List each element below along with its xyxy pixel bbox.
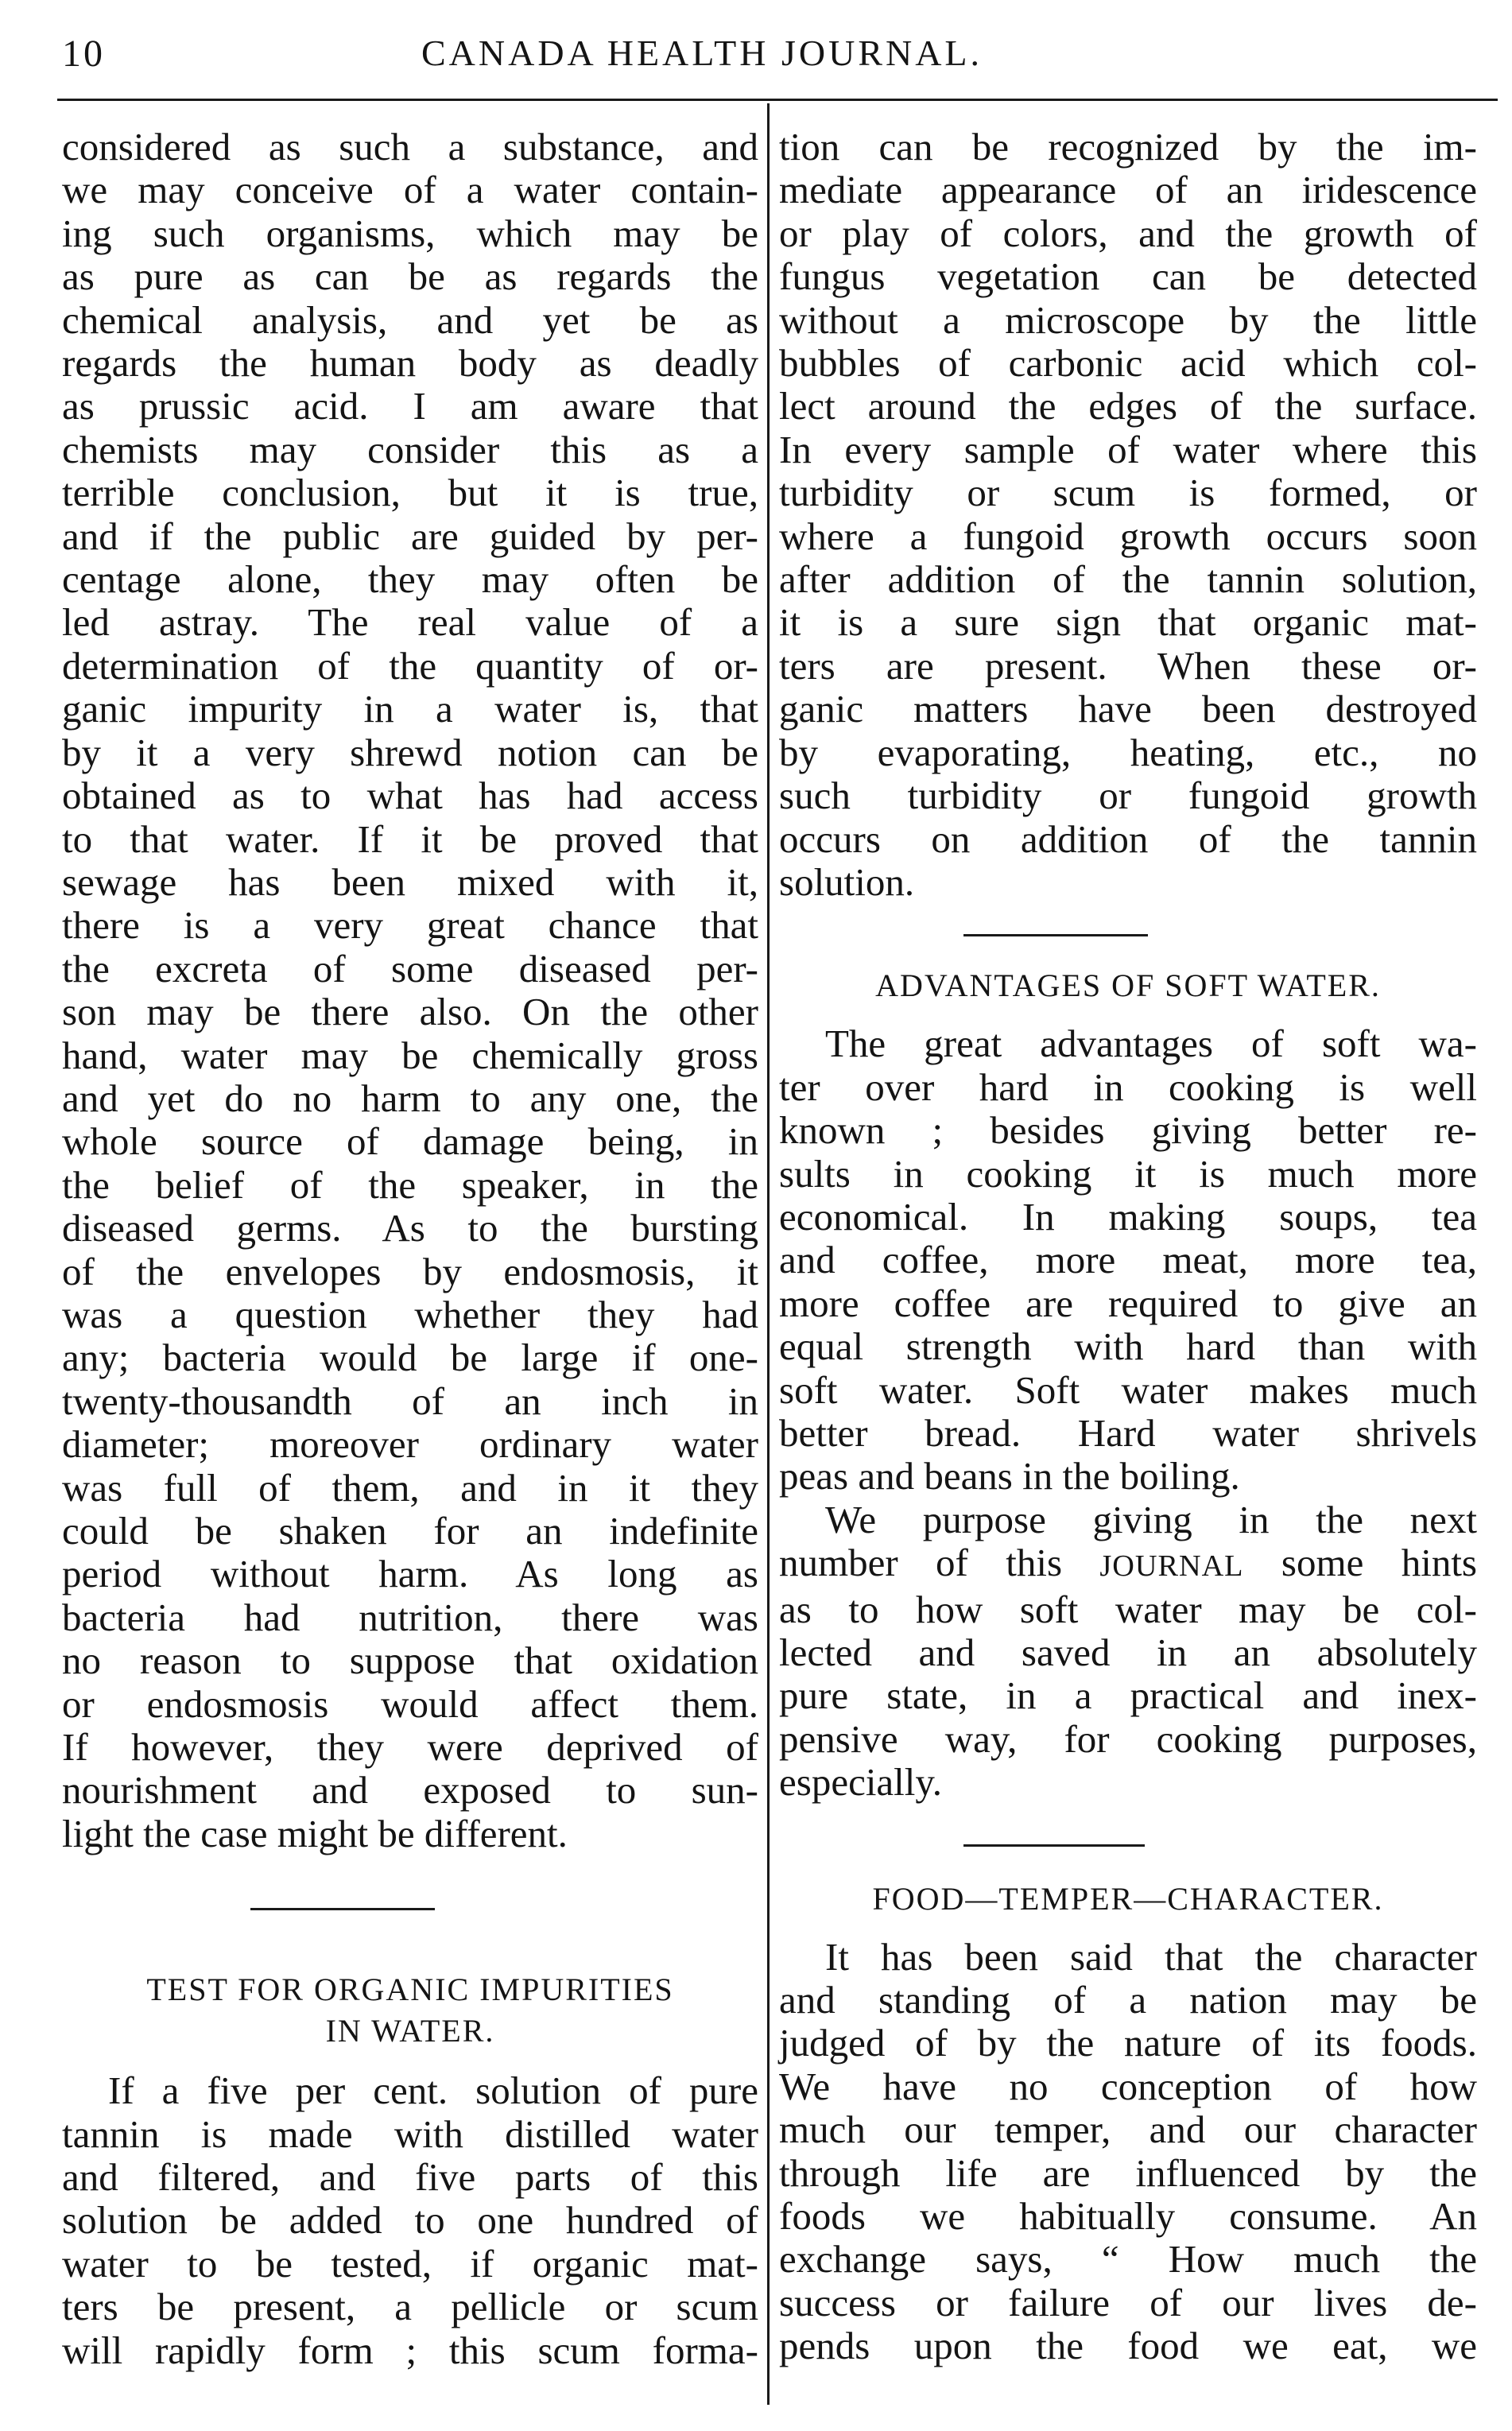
- section-divider: [963, 934, 1148, 936]
- text-line: as prussic acid. I am aware that: [62, 384, 758, 428]
- column-divider: [767, 103, 770, 2405]
- text-line: sewage has been mixed with it,: [62, 859, 758, 904]
- text-line: son may be there also. On the other: [62, 990, 758, 1034]
- text-line: to that water. If it be proved that: [62, 816, 758, 861]
- text-line: twenty-thousandth of an inch in: [62, 1378, 758, 1423]
- text-line: bacteria had nutrition, there was: [62, 1595, 758, 1639]
- text-line: water to be tested, if organic mat-: [62, 2241, 758, 2286]
- text-line: determination of the quantity of or-: [62, 643, 758, 688]
- text-line: it is a sure sign that organic mat-: [779, 600, 1477, 645]
- text-line: and standing of a nation may be: [779, 1978, 1477, 2022]
- text-line: by it a very shrewd notion can be: [62, 730, 758, 774]
- text-line: we may conceive of a water contain-: [62, 168, 758, 212]
- text-line: judged of by the nature of its foods.: [779, 2021, 1477, 2065]
- text-line: or play of colors, and the growth of: [779, 211, 1477, 255]
- text-line: obtained as to what has had access: [62, 774, 758, 818]
- text-line: and yet do no harm to any one, the: [62, 1076, 758, 1120]
- text-line: hand, water may be chemically gross: [62, 1033, 758, 1077]
- journal-name: JOURNAL: [1099, 1549, 1244, 1584]
- text-line: chemical analysis, and yet be as: [62, 297, 758, 342]
- text-line: chemists may consider this as a: [62, 427, 758, 471]
- text-line: fungus vegetation can be detected: [779, 254, 1477, 299]
- text-line: more coffee are required to give an: [779, 1281, 1477, 1325]
- text-line: whole source of damage being, in: [62, 1119, 758, 1164]
- text-line: will rapidly form ; this scum forma-: [62, 2328, 758, 2372]
- text-line: The great advantages of soft wa-: [825, 1022, 1477, 1066]
- text-line: much our temper, and our character: [779, 2107, 1477, 2152]
- text-line: foods we habitually consume. An: [779, 2194, 1477, 2239]
- text-line: better bread. Hard water shrivels: [779, 1410, 1477, 1455]
- text-line: by evaporating, heating, etc., no: [779, 730, 1477, 774]
- text-line: and filtered, and five parts of this: [62, 2155, 758, 2200]
- text-line: success or failure of our lives de-: [779, 2280, 1477, 2324]
- text-segment: some hints: [1243, 1541, 1477, 1585]
- text-line: pensive way, for cooking purposes,: [779, 1716, 1477, 1761]
- text-line: exchange says, “ How much the: [779, 2237, 1477, 2282]
- left-column: [62, 126, 758, 2372]
- text-line: there is a very great chance that: [62, 903, 758, 948]
- text-line: period without harm. As long as: [62, 1552, 758, 1596]
- text-line: any; bacteria would be large if one-: [62, 1336, 758, 1380]
- running-head: CANADA HEALTH JOURNAL.: [421, 33, 983, 73]
- text-line: tannin is made with distilled water: [62, 2111, 758, 2156]
- text-segment: number of this: [779, 1541, 1100, 1585]
- right-paragraph-2: [779, 1022, 1477, 1498]
- text-line: where a fungoid growth occurs soon: [779, 514, 1477, 558]
- text-line: centage alone, they may often be: [62, 557, 758, 602]
- text-line: ters be present, a pellicle or scum: [62, 2285, 758, 2329]
- text-line: as to how soft water may be col-: [779, 1587, 1477, 1631]
- text-line: soft water. Soft water makes much: [779, 1367, 1477, 1412]
- text-line: bubbles of carbonic acid which col-: [779, 341, 1477, 386]
- section-divider: [963, 1844, 1145, 1847]
- text-line: We purpose giving in the next: [825, 1497, 1477, 1541]
- text-line: the belief of the speaker, in the: [62, 1162, 758, 1207]
- text-line: ter over hard in cooking is well: [779, 1064, 1477, 1109]
- text-line: light the case might be different.: [62, 1811, 568, 1855]
- text-line: ters are present. When these or-: [779, 643, 1477, 688]
- text-line: the excreta of some diseased per-: [62, 946, 758, 991]
- text-line: occurs on addition of the tannin: [779, 816, 1477, 861]
- text-line: solution be added to one hundred of: [62, 2198, 758, 2243]
- text-line: lect around the edges of the surface.: [779, 384, 1477, 428]
- text-line: as pure as can be as regards the: [62, 254, 758, 299]
- text-line: was full of them, and in it they: [62, 1465, 758, 1510]
- text-line: and coffee, more meat, more tea,: [779, 1238, 1477, 1282]
- text-line: and if the public are guided by per-: [62, 514, 758, 558]
- text-line: regards the human body as deadly: [62, 341, 758, 386]
- text-line: nourishment and exposed to sun-: [62, 1768, 758, 1813]
- text-line: In every sample of water where this: [779, 427, 1477, 471]
- text-line: was a question whether they had: [62, 1292, 758, 1336]
- text-line: equal strength with hard than with: [779, 1324, 1477, 1369]
- text-line: pends upon the food we eat, we: [779, 2324, 1477, 2368]
- text-line: ganic impurity in a water is, that: [62, 687, 758, 731]
- page-header: [0, 0, 1512, 95]
- heading-line: TEST FOR ORGANIC IMPURITIES: [146, 1972, 674, 2008]
- section-heading-soft-water: ADVANTAGES OF SOFT WATER.: [875, 967, 1381, 1004]
- left-paragraph-1: [62, 126, 758, 1855]
- text-line: especially.: [779, 1760, 942, 1805]
- right-paragraph-1: [779, 126, 1477, 904]
- text-line: ing such organisms, which may be: [62, 211, 758, 255]
- text-line: tion can be recognized by the im-: [779, 125, 1477, 169]
- text-line: lected and saved in an absolutely: [779, 1630, 1477, 1674]
- text-line: sults in cooking it is much more: [779, 1151, 1477, 1196]
- text-line: turbidity or scum is formed, or: [779, 471, 1477, 515]
- text-line: considered as such a substance, and: [62, 125, 758, 169]
- page-number: 10: [62, 33, 105, 75]
- text-line: after addition of the tannin solution,: [779, 557, 1477, 602]
- text-line: through life are influenced by the: [779, 2150, 1477, 2195]
- section-divider: [250, 1908, 435, 1910]
- text-line: mediate appearance of an iridescence: [779, 168, 1477, 212]
- section-heading-food-temper: FOOD—TEMPER—CHARACTER.: [872, 1880, 1384, 1917]
- text-line: terrible conclusion, but it is true,: [62, 471, 758, 515]
- text-line: It has been said that the character: [825, 1934, 1477, 1979]
- right-column: [779, 126, 1477, 2368]
- header-rule: [57, 99, 1498, 101]
- text-line: of the envelopes by endosmosis, it: [62, 1249, 758, 1293]
- text-line: If however, they were deprived of: [62, 1725, 758, 1770]
- text-line: solution.: [779, 859, 915, 904]
- right-paragraph-3: [779, 1499, 1477, 1805]
- text-line: diameter; moreover ordinary water: [62, 1422, 758, 1467]
- text-line: peas and beans in the boiling.: [779, 1454, 1240, 1499]
- text-line: could be shaken for an indefinite: [62, 1509, 758, 1553]
- text-line: no reason to suppose that oxidation: [62, 1638, 758, 1683]
- text-line: [779, 1541, 1477, 1588]
- right-paragraph-4: [779, 1936, 1477, 2368]
- text-line: If a five per cent. solution of pure: [108, 2068, 758, 2113]
- text-line: economical. In making soups, tea: [779, 1194, 1477, 1239]
- left-paragraph-2: [62, 2069, 758, 2372]
- text-line: such turbidity or fungoid growth: [779, 774, 1477, 818]
- text-line: without a microscope by the little: [779, 297, 1477, 342]
- text-line: or endosmosis would affect them.: [62, 1681, 758, 1726]
- section-heading-organic-impurities: [62, 1969, 758, 2052]
- heading-line: IN WATER.: [325, 2013, 495, 2049]
- text-line: diseased germs. As to the bursting: [62, 1206, 758, 1250]
- text-line: pure state, in a practical and inex-: [779, 1673, 1477, 1718]
- text-line: We have no conception of how: [779, 2064, 1477, 2108]
- text-line: ganic matters have been destroyed: [779, 687, 1477, 731]
- text-line: known ; besides giving better re-: [779, 1108, 1477, 1153]
- text-line: led astray. The real value of a: [62, 600, 758, 645]
